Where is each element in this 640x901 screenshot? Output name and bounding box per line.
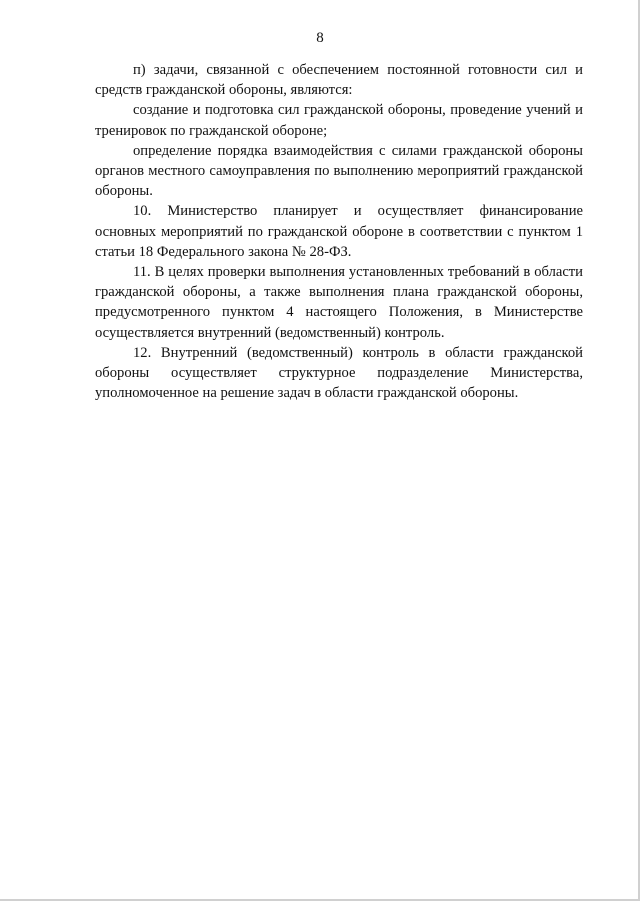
document-body — [95, 60, 583, 403]
paragraph-training: создание и подготовка сил гражданской обороны, проведение учений и тренировок по гражданской обороне; — [95, 102, 583, 139]
paragraph-interaction: определение порядка взаимодействия с силами гражданской обороны органов местного самоуправления по выполнению мероприятий гражданской обороны. — [95, 142, 583, 200]
paragraph-item-p: п) задачи, связанной с обеспечением постоянной готовности сил и средств гражданской обороны, являются: — [95, 62, 583, 99]
paragraph-10-financing: 10. Министерство планирует и осуществляет финансирование основных мероприятий по гражданской обороне в соответствии с пунктом 1 статьи 18 Федерального закона № 28-ФЗ. — [95, 203, 583, 260]
paragraph-12-division: 12. Внутренний (ведомственный) контроль в области гражданской обороны осуществляет структурное подразделение Министерства, уполномоченное на решение задач в области гражданской обороны. — [95, 344, 583, 402]
paragraph-11-control: 11. В целях проверки выполнения установленных требований в области гражданской обороны, а также выполнения плана гражданской обороны, предусмотренного пунктом 4 настоящего Положения, в Министерстве осуществляется внутренний (ведомственный) контроль. — [95, 264, 583, 341]
page-number: 8 — [316, 30, 324, 46]
